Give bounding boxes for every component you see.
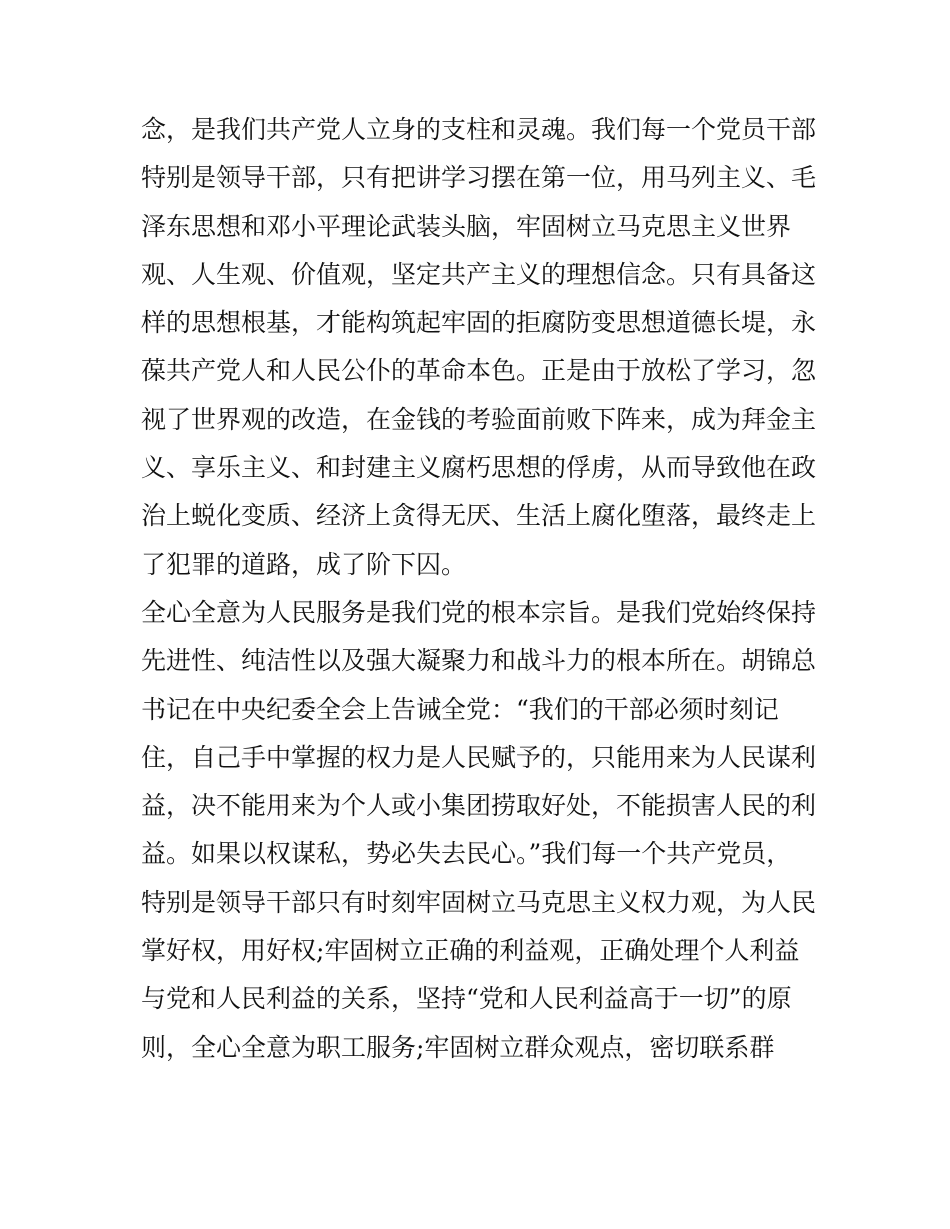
text-line: 与党和人民利益的关系，坚持“党和人民利益高于一切”的原	[141, 984, 792, 1014]
text-line: 先进性、纯洁性以及强大凝聚力和战斗力的根本所在。胡锦总	[141, 646, 817, 676]
text-line: 则，全心全意为职工服务;牢固树立群众观点，密切联系群	[141, 1032, 775, 1062]
text-line: 书记在中央纪委全会上告诫全党：“我们的干部必须时刻记	[141, 694, 779, 724]
text-line: 掌好权，用好权;牢固树立正确的利益观，正确处理个人利益	[141, 936, 800, 966]
text-line: 念，是我们共产党人立身的支柱和灵魂。我们每一个党员干部	[141, 115, 817, 144]
document-body	[141, 106, 821, 1072]
text-line: 益，决不能用来为个人或小集团捞取好处，不能损害人民的利	[141, 791, 817, 821]
text-line: 益。如果以权谋私，势必失去民心。”我们每一个共产党员，	[141, 839, 792, 869]
text-line: 葆共产党人和人民公仆的革命本色。正是由于放松了学习，忽	[141, 356, 817, 386]
text-line: 治上蜕化变质、经济上贪得无厌、生活上腐化堕落，最终走上	[141, 501, 817, 531]
text-line: 住，自己手中掌握的权力是人民赋予的，只能用来为人民谋利	[141, 742, 817, 772]
text-line: 观、人生观、价值观，坚定共产主义的理想信念。只有具备这	[141, 259, 817, 289]
text-line: 泽东思想和邓小平理论武装头脑，牢固树立马克思主义世界	[141, 211, 792, 241]
text-line: 特别是领导干部只有时刻牢固树立马克思主义权力观，为人民	[141, 887, 817, 917]
text-line: 了犯罪的道路，成了阶下囚。	[141, 549, 467, 579]
text-line: 样的思想根基，才能构筑起牢固的拒腐防变思想道德长堤，永	[141, 308, 817, 338]
text-line: 义、享乐主义、和封建主义腐朽思想的俘虏，从而导致他在政	[141, 453, 817, 483]
text-line: 视了世界观的改造，在金钱的考验面前败下阵来，成为拜金主	[141, 404, 817, 434]
text-line: 特别是领导干部，只有把讲学习摆在第一位，用马列主义、毛	[141, 163, 817, 193]
text-line: 全心全意为人民服务是我们党的根本宗旨。是我们党始终保持	[141, 597, 817, 627]
